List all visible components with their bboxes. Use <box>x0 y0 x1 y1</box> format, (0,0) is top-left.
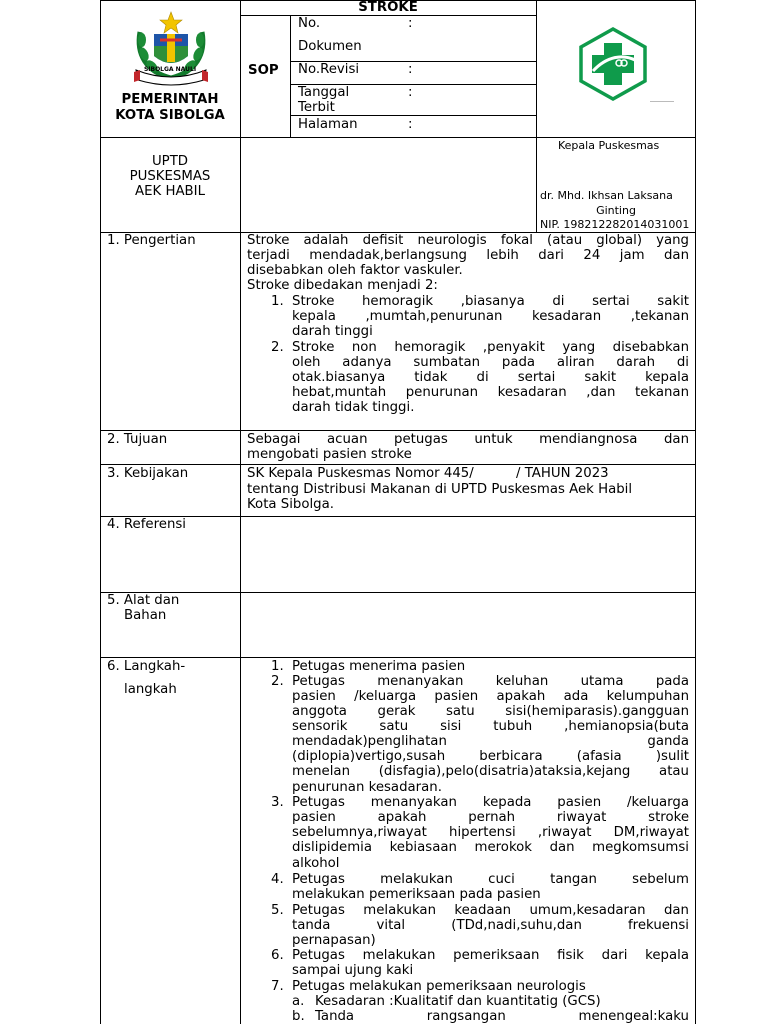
signature-name: dr. Mhd. Ikhsan Laksana <box>540 189 673 202</box>
field-dokumen-label: Dokumen <box>298 39 362 54</box>
step-2-line-6: (diplopia)vertigo,susah berbicara (afasia )sulit <box>292 749 689 764</box>
step-3-line-1: Petugas menanyakan kepada pasien /keluarga <box>292 795 689 810</box>
step-3-line-5: alkohol <box>292 856 340 871</box>
field-halaman-label: Halaman <box>298 117 358 132</box>
section-label-pengertian: 1. Pengertian <box>107 233 196 248</box>
section-label-referensi: 4. Referensi <box>107 517 187 532</box>
signature-role: Kepala Puskesmas <box>558 139 660 152</box>
pengertian-item-2-line-5: darah tidak tinggi. <box>292 400 415 415</box>
section-label-langkah: 6. Langkah- <box>107 659 186 674</box>
pengertian-item-1-line-2: kepala ,mumtah,penurunan kesadaran ,tekanan <box>292 309 689 324</box>
unit-line-3: AEK HABIL <box>135 184 205 199</box>
step-6-line-2: sampai ujung kaki <box>292 963 414 978</box>
step-7-sub-b-text: Tanda rangsangan menengeal:kaku <box>315 1009 689 1024</box>
unit-line-1: UPTD <box>151 154 189 169</box>
step-2-num: 2. <box>271 674 284 689</box>
pengertian-item-2-line-1: Stroke non hemoragik ,penyakit yang disebabkan <box>292 340 689 355</box>
pengertian-line-1: Stroke adalah defisit neurologis fokal (atau global) yang <box>247 233 689 248</box>
pengertian-item-2-line-4: hebat,muntah penurunan kesadaran ,dan tekanan <box>292 385 689 400</box>
field-no-colon: : <box>408 16 413 31</box>
pengertian-item-1-line-3: darah tinggi <box>292 324 373 339</box>
step-2-line-2: pasien /keluarga pasien apakah ada kelumpuhan <box>292 689 689 704</box>
step-3-line-3: sebelumnya,riwayat hipertensi ,riwayat DM,riwayat <box>292 825 689 840</box>
step-1-line-1: Petugas menerima pasien <box>292 659 466 674</box>
government-name-line-1: PEMERINTAH <box>121 92 219 107</box>
pengertian-item-1-num: 1. <box>271 294 284 309</box>
unit-line-2: PUSKESMAS <box>129 169 211 184</box>
step-2-line-7: menelan (disfagia),pelo(disatria)ataksia,kejang atau <box>292 764 689 779</box>
step-1-num: 1. <box>271 659 284 674</box>
section-label-tujuan: 2. Tujuan <box>107 432 168 447</box>
signature-nip: NIP. 198212282014031001 <box>540 218 690 231</box>
pengertian-item-1-line-1: Stroke hemoragik ,biasanya di sertai sakit <box>292 294 689 309</box>
section-label-langkah-2: langkah <box>124 682 177 697</box>
kebijakan-line-3: Kota Sibolga. <box>247 497 335 512</box>
row-line-2 <box>100 430 696 431</box>
government-name-line-2: KOTA SIBOLGA <box>115 108 225 123</box>
puskesmas-logo-icon <box>575 26 651 102</box>
section-label-kebijakan: 3. Kebijakan <box>107 466 189 481</box>
step-4-line-2: melakukan pemeriksaan pada pasien <box>292 887 541 902</box>
sop-divider <box>290 15 291 137</box>
table-right-border <box>695 0 696 1024</box>
table-column-divider <box>240 0 241 1024</box>
logo-column-divider <box>536 0 537 233</box>
step-2-line-5: mendadak)penglihatan ganda <box>292 734 689 749</box>
pengertian-line-3: disebabkan oleh faktor vaskuler. <box>247 263 463 278</box>
step-7-line-1: Petugas melakukan pemeriksaan neurologis <box>292 979 586 994</box>
step-2-line-3: anggota gerak satu sisi(hemiparasis).gangguan <box>292 704 689 719</box>
step-3-line-4: dislipidemia kebiasaan merokok dan megkomsumsi <box>292 840 689 855</box>
step-4-num: 4. <box>271 872 284 887</box>
document-title: STROKE <box>358 0 418 15</box>
pengertian-line-2: terjadi mendadak,berlangsung lebih dari 24 jam dan <box>247 248 689 263</box>
section-label-bahan: Bahan <box>124 608 167 623</box>
row-line-4 <box>100 516 696 517</box>
tujuan-line-2: mengobati pasien stroke <box>247 447 412 462</box>
row-line-6 <box>100 657 696 658</box>
seal-ribbon-text: SIBOLGA NAULI <box>143 66 197 73</box>
field-revisi-colon: : <box>408 62 413 77</box>
tujuan-line-1: Sebagai acuan petugas untuk mendiangnosa dan <box>247 432 689 447</box>
pengertian-item-2-num: 2. <box>271 340 284 355</box>
pengertian-line-4: Stroke dibedakan menjadi 2: <box>247 278 438 293</box>
step-7-sub-b-num: b. <box>292 1009 305 1024</box>
pengertian-item-2-line-2: oleh adanya sumbatan pada aliran darah di <box>292 355 689 370</box>
logo-underline <box>650 101 674 102</box>
field-revisi-label: No.Revisi <box>298 62 360 77</box>
step-7-sub-a-text: Kesadaran :Kualitatif dan kuantitatig (GCS) <box>315 994 601 1009</box>
step-3-num: 3. <box>271 795 284 810</box>
pengertian-item-2-line-3: otak.biasanya tidak di sertai sakit kepala <box>292 370 689 385</box>
row-line-5 <box>100 592 696 593</box>
step-5-line-3: pernapasan) <box>292 933 376 948</box>
sibolga-seal-emblem <box>130 10 212 86</box>
sop-label: SOP <box>248 63 279 78</box>
step-2-line-4: sensorik satu sisi tubuh ,hemianopsia(buta <box>292 719 689 734</box>
section-label-alat: 5. Alat dan <box>107 593 180 608</box>
step-5-line-1: Petugas melakukan keadaan umum,kesadaran dan <box>292 903 689 918</box>
step-7-num: 7. <box>271 979 284 994</box>
field-tanggal-label: Tanggal <box>298 85 350 100</box>
step-7-sub-a-num: a. <box>292 994 305 1009</box>
row-line-3 <box>100 464 696 465</box>
step-4-line-1: Petugas melakukan cuci tangan sebelum <box>292 872 689 887</box>
step-3-line-2: pasien apakah pernah riwayat stroke <box>292 810 689 825</box>
kebijakan-line-1: SK Kepala Puskesmas Nomor 445/ / TAHUN 2023 <box>247 466 609 481</box>
step-6-line-1: Petugas melakukan pemeriksaan fisik dari kepala <box>292 948 689 963</box>
signature-name-2: Ginting <box>596 204 636 217</box>
field-tanggal-colon: : <box>408 85 413 100</box>
field-halaman-colon: : <box>408 117 413 132</box>
step-6-num: 6. <box>271 948 284 963</box>
field-terbit-label: Terbit <box>298 100 335 115</box>
step-2-line-8: penurunan kesadaran. <box>292 780 442 795</box>
step-5-num: 5. <box>271 903 284 918</box>
step-5-line-2: tanda vital (TDd,nadi,suhu,dan frekuensi <box>292 918 689 933</box>
kebijakan-line-2: tentang Distribusi Makanan di UPTD Puskesmas Aek Habil <box>247 482 633 497</box>
step-2-line-1: Petugas menanyakan keluhan utama pada <box>292 674 689 689</box>
field-no-label: No. <box>298 16 321 31</box>
